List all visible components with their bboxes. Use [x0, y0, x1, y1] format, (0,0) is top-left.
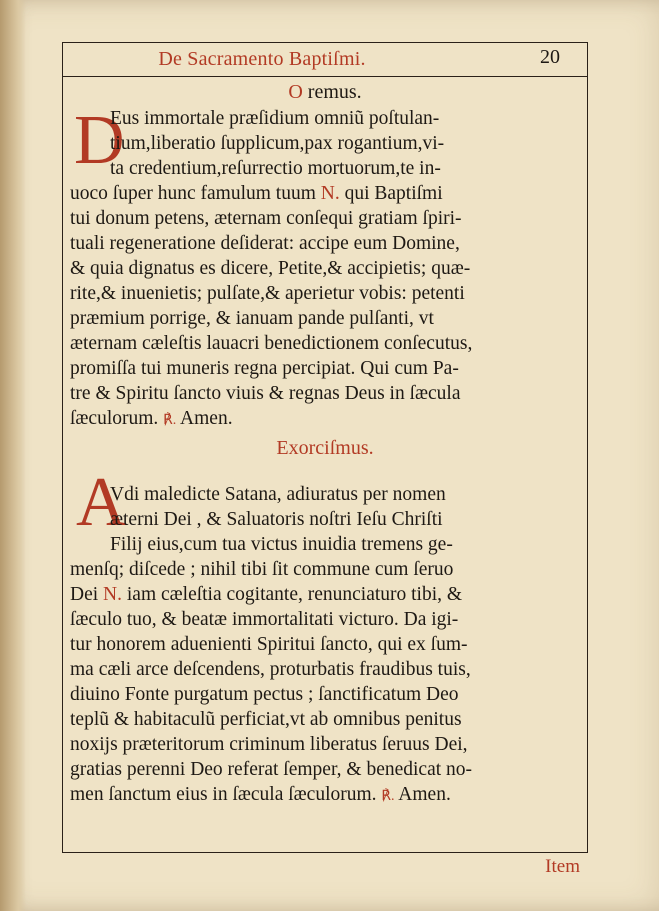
text-line — [70, 406, 580, 434]
text-line: tium,liberatio ſupplicum,pax rogantium,vi- — [110, 133, 445, 154]
response-symbol: ℟. — [163, 413, 177, 428]
page-number: 20 — [540, 46, 560, 68]
heading-initial: O — [288, 81, 303, 103]
catchword: Item — [545, 856, 580, 877]
page-gutter — [0, 0, 26, 911]
name-marker: N. — [103, 584, 122, 605]
text-line: tuali regeneratione deſiderat: accipe eum Domine, — [70, 233, 460, 254]
text-line: ſæculo tuo, & beatæ immortalitati victuro. Da igi- — [70, 609, 459, 630]
prayer-heading — [62, 80, 588, 104]
text-line: tre & Spiritu ſancto viuis & regnas Deus in ſæcula — [70, 383, 461, 404]
text-line — [70, 181, 580, 207]
text-line — [70, 582, 580, 608]
text-line: tur honorem aduenienti Spiritui ſancto, qui ex ſum- — [70, 634, 468, 655]
text-segment: ſæculorum. — [70, 408, 159, 429]
text-line: gratias perenni Deo referat ſemper, & benedicat no- — [70, 759, 473, 780]
text-segment: Dei — [70, 584, 99, 605]
text-line: Vdi maledicte Satana, adiuratus per nomen — [110, 484, 446, 505]
amen: Amen. — [176, 408, 233, 429]
frame-rule-bottom — [62, 852, 588, 853]
text-line: ta credentium,reſurrectio mortuorum,te in- — [110, 158, 441, 179]
text-line: & quia dignatus es dicere, Petite,& accipietis; quæ- — [70, 258, 471, 279]
header-rule — [62, 76, 588, 77]
running-title: De Sacramento Baptiſmi. — [158, 48, 366, 70]
text-segment: iam cæleſtia cogitante, renunciaturo tibi, & — [122, 584, 463, 605]
text-line: æterni Dei , & Saluatoris noſtri Ieſu Chriſti — [110, 509, 443, 530]
text-line: noxijs præteritorum criminum liberatus ſeruus Dei, — [70, 734, 468, 755]
heading-rest: remus. — [302, 81, 362, 103]
text-line: æternam cæleſtis lauacri benedictionem conſecutus, — [70, 333, 473, 354]
text-segment: men ſanctum eius in ſæcula ſæculorum. — [70, 784, 377, 805]
text-line: diuino Fonte purgatum pectus ; ſanctificatum Deo — [70, 684, 459, 705]
response-symbol: ℟. — [381, 789, 395, 804]
text-line: rite,& inuenietis; pulſate,& aperietur vobis: petenti — [70, 283, 465, 304]
text-line: ma cæli arce deſcendens, proturbatis fraudibus tuis, — [70, 659, 471, 680]
name-marker: N. — [320, 183, 340, 204]
text-line — [70, 782, 580, 810]
text-segment: uoco ſuper hunc famulum tuum — [70, 183, 316, 204]
frame-rule-top — [62, 42, 588, 43]
text-line: tui donum petens, æternam conſequi gratiam ſpiri- — [70, 208, 462, 229]
text-segment: qui Baptiſmi — [339, 183, 443, 204]
amen: Amen. — [394, 784, 451, 805]
text-line: præmium porrige, & ianuam pande pulſanti, vt — [70, 308, 434, 329]
drop-cap-a: A — [76, 464, 127, 541]
drop-cap-d: D — [74, 102, 125, 179]
text-line: Eus immortale præſidium omniũ poſtulan- — [110, 108, 440, 129]
text-line: Filij eius,cum tua victus inuidia tremens ge- — [110, 534, 453, 555]
text-line: menſq; diſcede ; nihil tibi ſit commune cum ſeruo — [70, 559, 454, 580]
exorcism-heading: Exorciſmus. — [276, 437, 374, 459]
text-line: promiſſa tui muneris regna percipiat. Qui cum Pa- — [70, 358, 459, 379]
text-line: teplũ & habitaculũ perficiat,vt ab omnibus penitus — [70, 709, 462, 730]
